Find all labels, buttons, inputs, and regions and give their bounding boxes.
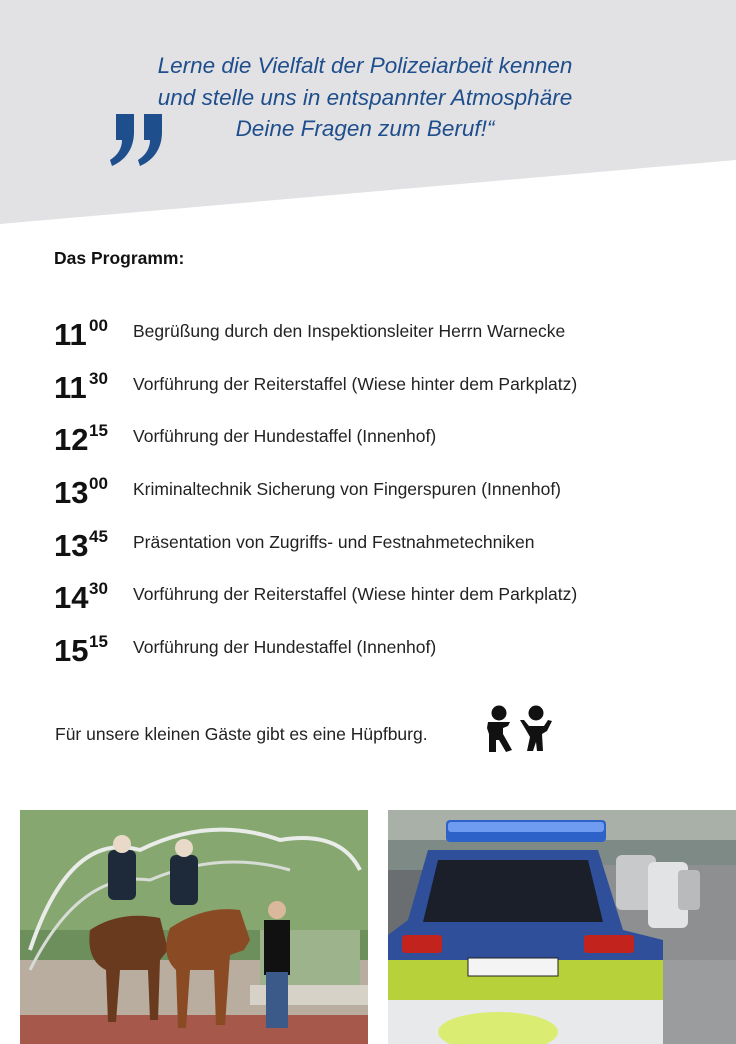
time-hour: 11 [54,317,87,352]
program-schedule [54,312,714,681]
quote-line: Deine Fragen zum Beruf!“ [235,116,495,141]
time-hour: 11 [54,369,87,405]
time [54,365,132,411]
schedule-row [54,575,714,628]
quote-line: Lerne die Vielfalt der Polizeiarbeit kennen [157,53,573,78]
time [54,575,132,621]
time-minute: 15 [89,421,108,441]
time [54,312,132,358]
time-minute: 30 [89,579,108,599]
event-description: Kriminaltechnik Sicherung von Fingerspuren (Innenhof) [133,479,562,500]
kids-note: Für unsere kleinen Gäste gibt es eine Hüpfburg. [55,724,428,744]
time-minute: 00 [89,316,108,335]
time-hour: 13 [54,527,89,563]
time-hour: 14 [54,580,89,616]
schedule-row [54,628,714,681]
schedule-row [54,312,714,365]
time-minute: 45 [89,526,108,546]
time-hour: 12 [54,422,89,458]
time-hour: 13 [54,475,89,511]
event-description: Präsentation von Zugriffs- und Festnahmetechniken [133,531,535,552]
police-car-photo [388,810,736,1044]
schedule-row [54,417,714,470]
time [54,523,132,569]
time [54,628,132,674]
mounted-police-photo [20,810,368,1044]
time [54,470,132,516]
time-minute: 30 [89,368,108,388]
event-description: Vorführung der Reiterstaffel (Wiese hinter dem Parkplatz) [133,584,578,605]
event-description: Vorführung der Hundestaffel (Innenhof) [133,426,437,447]
time-minute: 15 [89,632,108,652]
event-description: Vorführung der Hundestaffel (Innenhof) [133,637,437,658]
schedule-row [54,365,714,418]
quote-line: und stelle uns in entspannter Atmosphäre [157,84,573,110]
intro-quote [120,50,610,145]
time-minute: 00 [89,474,108,494]
program-title: Das Programm: [54,248,185,268]
children-icon [484,704,552,754]
time [54,417,132,463]
schedule-row [54,470,714,523]
schedule-row [54,523,714,576]
event-description: Begrüßung durch den Inspektionsleiter Herrn Warnecke [133,321,566,341]
event-description: Vorführung der Reiterstaffel (Wiese hinter dem Parkplatz) [133,373,578,394]
time-hour: 15 [54,633,89,669]
